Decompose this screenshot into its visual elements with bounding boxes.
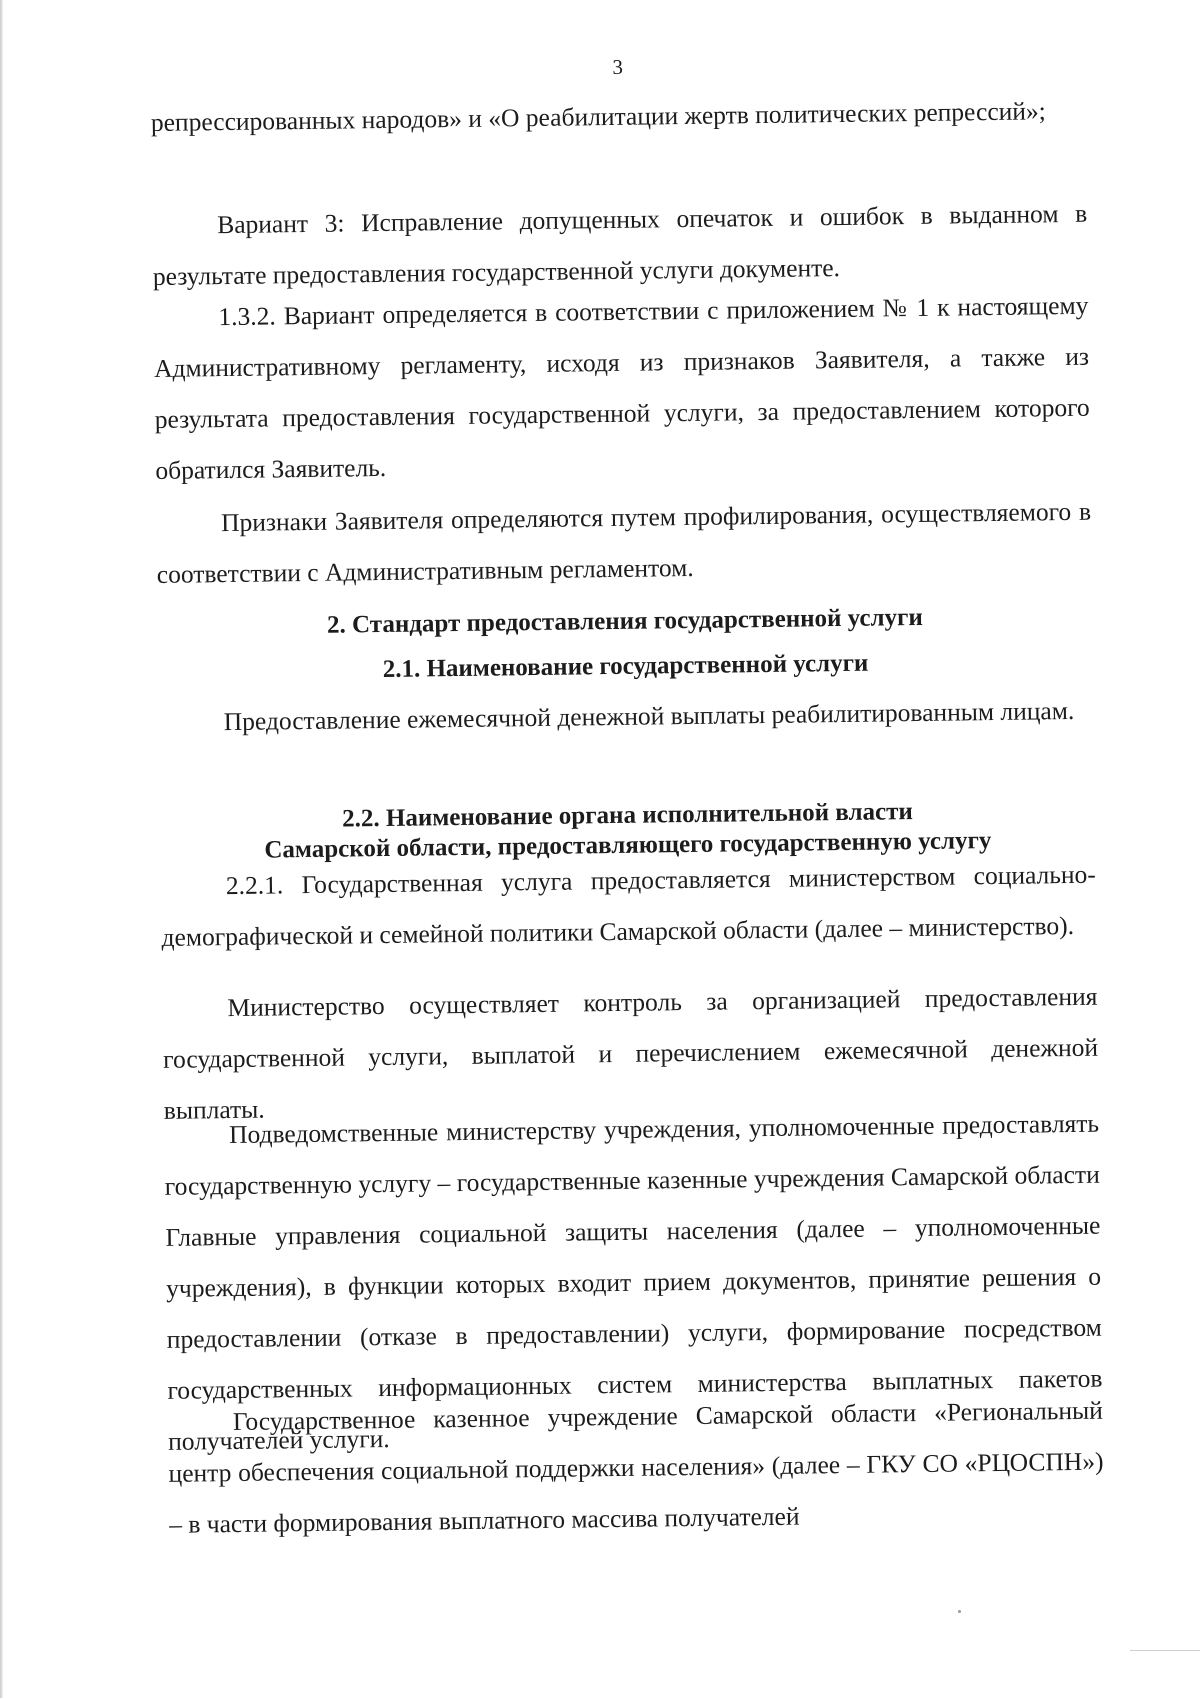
document-page [150,43,1121,1685]
paragraph-variant-3: Вариант 3: Исправление допущенных опечаток и ошибок в выданном в результате предоставления государственной услуги документе. [152,198,1088,291]
paragraph-repressed-peoples: репрессированных народов» и «О реабилитации жертв политических репрессий»; [150,96,1046,137]
paragraph-ministry-control: Министерство осуществляет контроль за организацией предоставления государственной услуги, выплатой и перечислением ежемесячной денежной выплаты. [162,981,1099,1125]
scan-speck [958,1610,961,1613]
page-number: 3 [612,54,624,79]
paragraph-1-3-2: 1.3.2. Вариант определяется в соответствии с приложением № 1 к настоящему Административному регламенту, исходя из признаков Заявителя, а также из результата предоставления государственной услуги, за предоставлением которого обратился Заявитель. [153,290,1090,485]
paragraph-applicant-features: Признаки Заявителя определяются путем профилирования, осуществляемого в соответствии с Административным регламентом. [156,496,1092,589]
heading-section-2-2-line2: Самарской области, предоставляющего государственную услугу [264,827,992,864]
heading-section-2-2-line1: 2.2. Наименование органа исполнительной власти [342,798,913,833]
paragraph-service-name: Предоставление ежемесячной денежной выплаты реабилитированным лицам. [223,695,1075,737]
heading-section-2-1: 2.1. Наименование государственной услуги [382,649,869,684]
paragraph-subordinate-institutions: Подведомственные министерству учреждения, уполномоченные предоставлять государственную услугу – государственные казенные учреждения Самарской области Главные управления социальной защиты населения (далее – уполномоченные учреждения), в функции которых входит прием документов, принятие решения о предоставлении (отказе в предоставлении) услуги, формирование посредством государственных информационных систем министерства выплатных пакетов получателей услуги. [164,1108,1103,1456]
paragraph-2-2-1: 2.2.1. Государственная услуга предоставляется министерством социально-демографической и семейной политики Самарской области (далее – министерство). [161,859,1096,952]
heading-section-2: 2. Стандарт предоставления государственной услуги [326,603,923,639]
scan-edge-left [0,0,3,1698]
scan-edge-right [1130,1650,1200,1699]
paragraph-gku-rcospn: Государственное казенное учреждение Самарской области «Региональный центр обеспечения социальной поддержки населения» (далее – ГКУ СО «РЦОСПН») – в части формирования выплатного массива получателей [168,1395,1104,1539]
